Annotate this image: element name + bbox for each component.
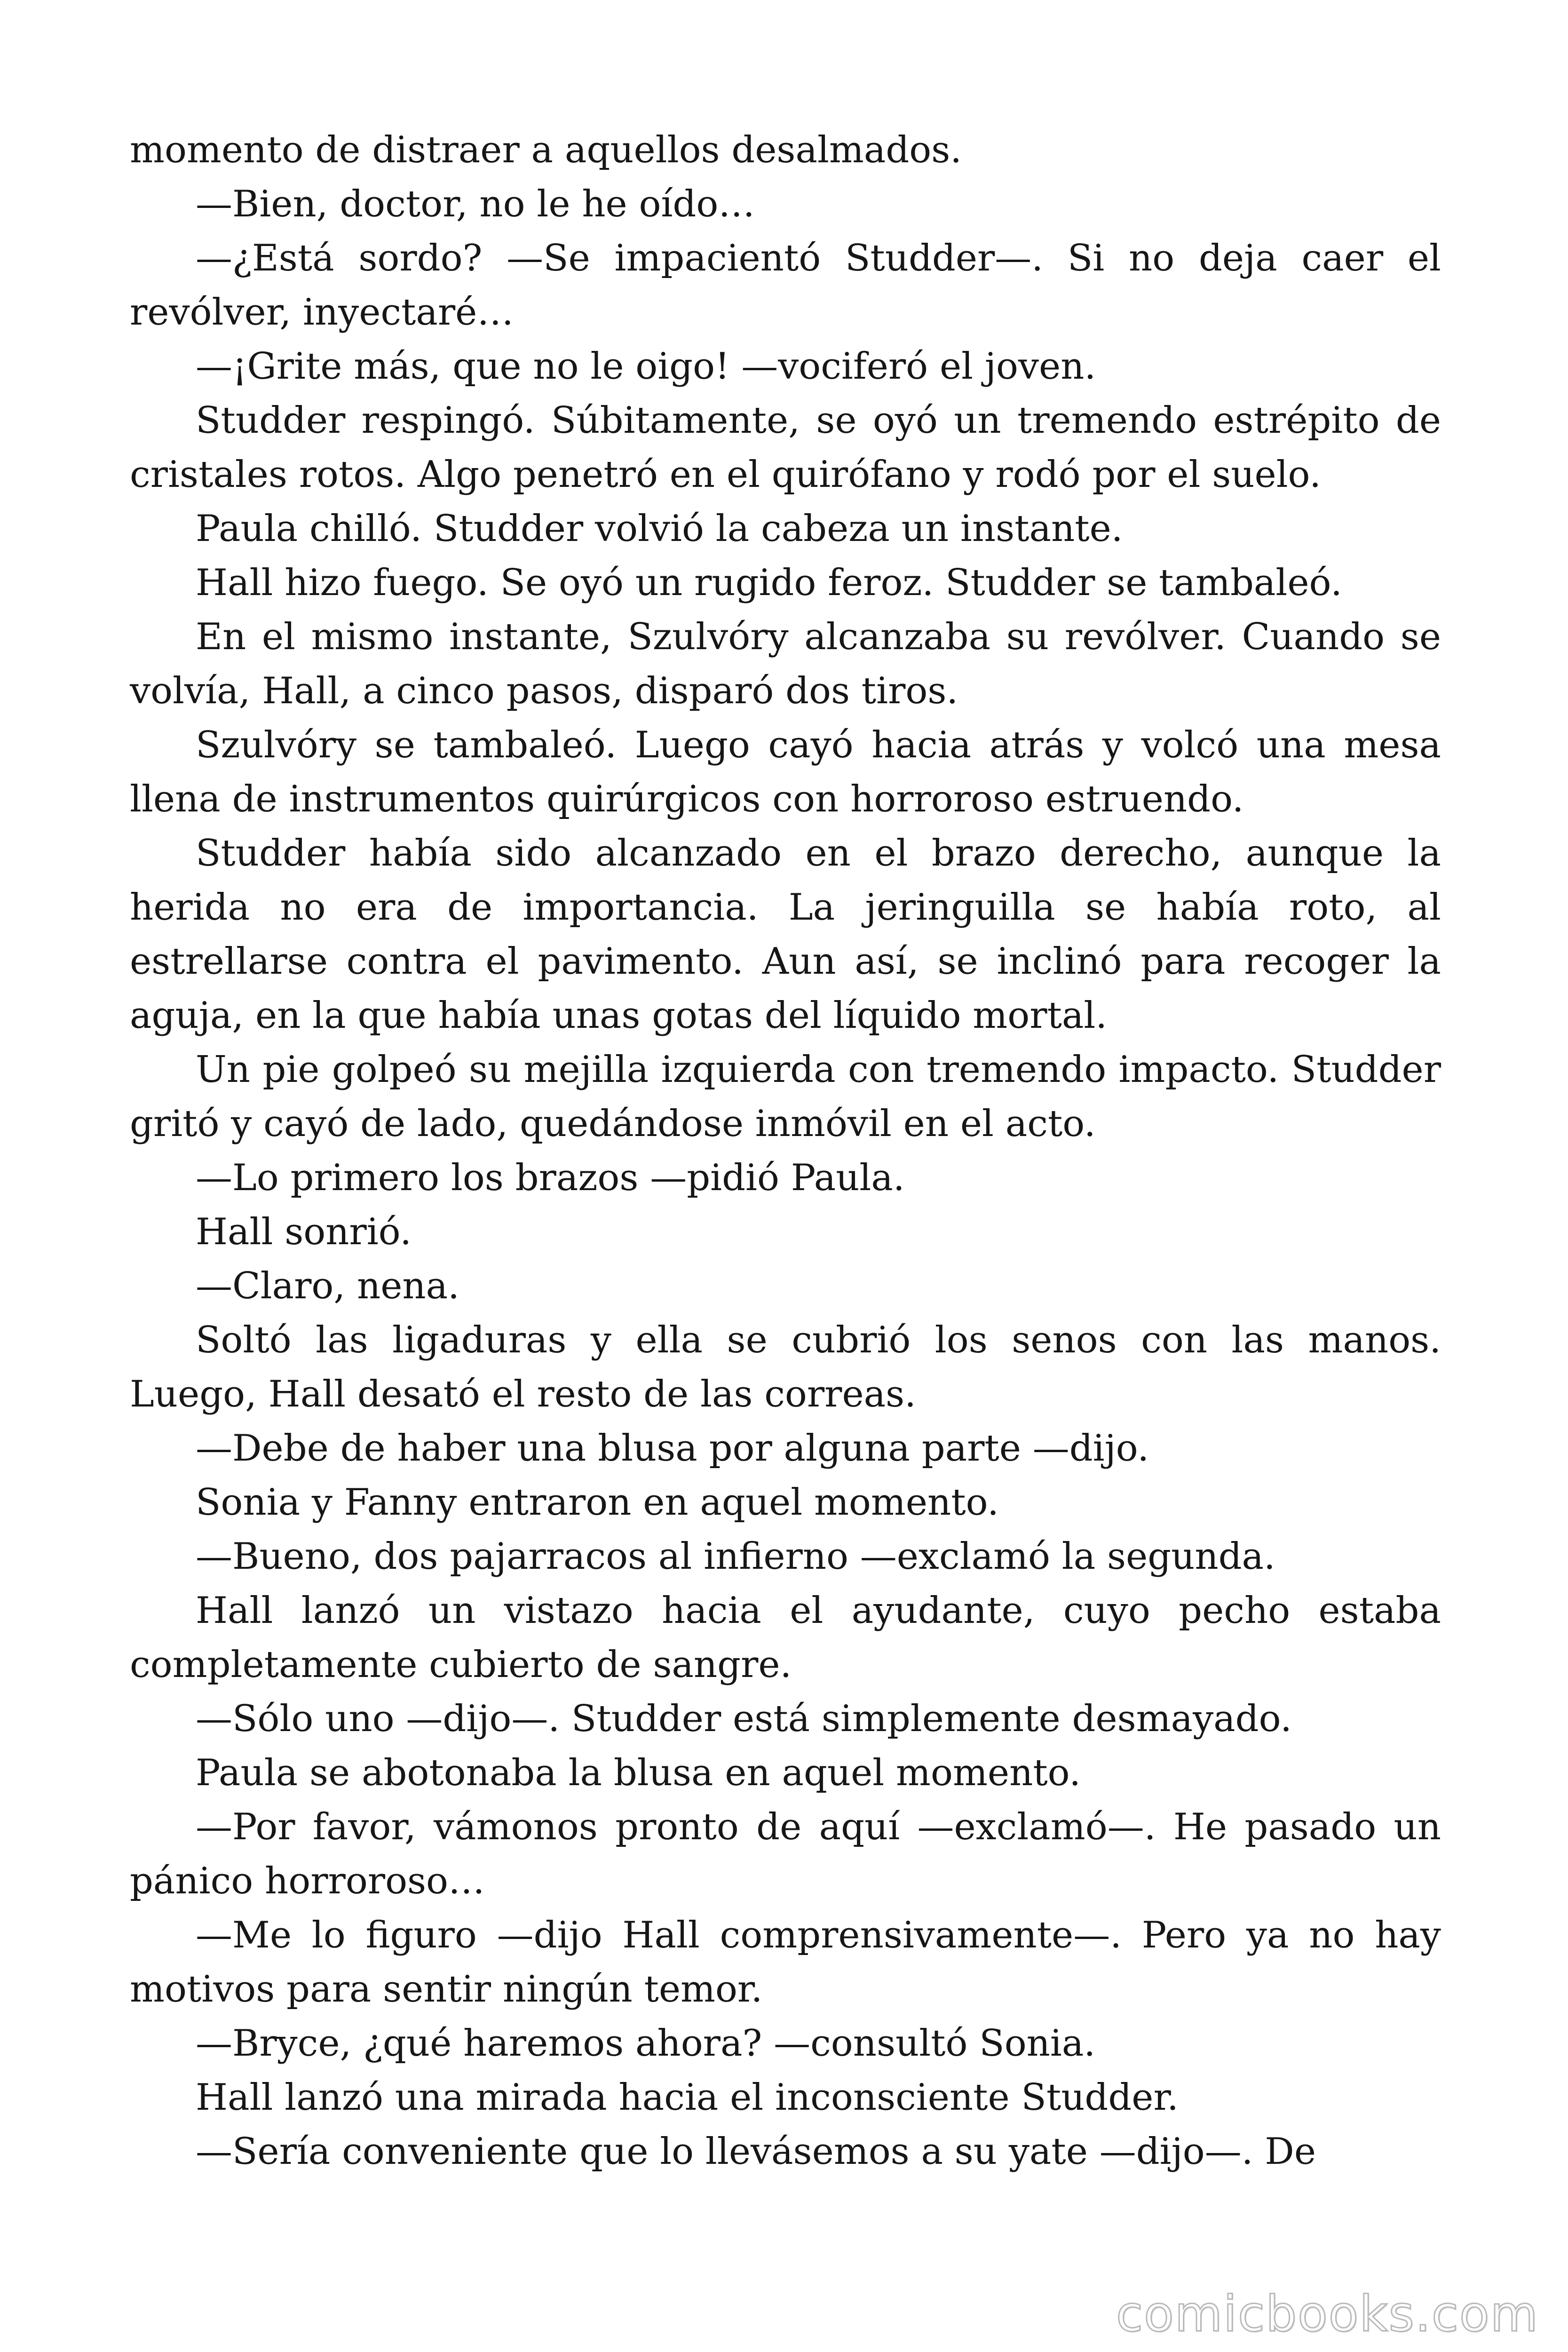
paragraph: momento de distraer a aquellos desalmados.	[130, 129, 962, 171]
paragraph: —Bryce, ¿qué haremos ahora? —consultó Sonia.	[196, 2022, 1096, 2065]
paragraph: Hall sonrió.	[196, 1211, 412, 1253]
paragraph: —Bien, doctor, no le he oído…	[196, 183, 755, 225]
paragraph: Studder había sido alcanzado en el brazo derecho, aunque la herida no era de importancia. La jeringuilla se había roto, al estrellarse contra el pavimento. Aun así, se inclinó para recoger la aguja, en la que había unas gotas del líquido mortal.	[130, 832, 1441, 1037]
paragraph: —Sería conveniente que lo llevásemos a su yate —dijo—. De	[196, 2130, 1316, 2173]
paragraph: —¡Grite más, que no le oigo! —vociferó el joven.	[196, 345, 1096, 388]
paragraph: Soltó las ligaduras y ella se cubrió los senos con las manos. Luego, Hall desató el resto de las correas.	[130, 1319, 1441, 1415]
paragraph: —Claro, nena.	[196, 1265, 459, 1307]
paragraph: —Debe de haber una blusa por alguna parte —dijo.	[196, 1427, 1149, 1470]
paragraph: Hall lanzó un vistazo hacia el ayudante, cuyo pecho estaba completamente cubierto de sangre.	[130, 1589, 1441, 1686]
paragraph: —Sólo uno —dijo—. Studder está simplemente desmayado.	[196, 1698, 1292, 1740]
paragraph: Un pie golpeó su mejilla izquierda con tremendo impacto. Studder gritó y cayó de lado, quedándose inmóvil en el acto.	[130, 1049, 1441, 1145]
paragraph: Studder respingó. Súbitamente, se oyó un tremendo estrépito de cristales rotos. Algo penetró en el quirófano y rodó por el suelo.	[130, 399, 1441, 496]
paragraph: —Por favor, vámonos pronto de aquí —exclamó—. He pasado un pánico horroroso…	[130, 1806, 1441, 1902]
paragraph: En el mismo instante, Szulvóry alcanzaba su revólver. Cuando se volvía, Hall, a cinco pasos, disparó dos tiros.	[130, 616, 1441, 712]
paragraph: Hall lanzó una mirada hacia el inconsciente Studder.	[196, 2076, 1179, 2119]
paragraph: Sonia y Fanny entraron en aquel momento.	[196, 1481, 999, 1524]
paragraph: —Lo primero los brazos —pidió Paula.	[196, 1157, 905, 1199]
paragraph: Szulvóry se tambaleó. Luego cayó hacia atrás y volcó una mesa llena de instrumentos quirúrgicos con horroroso estruendo.	[130, 724, 1441, 820]
body-text	[130, 123, 1441, 2179]
paragraph: Hall hizo fuego. Se oyó un rugido feroz. Studder se tambaleó.	[196, 562, 1342, 604]
paragraph: —Bueno, dos pajarracos al infierno —exclamó la segunda.	[196, 1535, 1275, 1578]
paragraph: —¿Está sordo? —Se impacientó Studder—. Si no deja caer el revólver, inyectaré…	[130, 237, 1441, 334]
watermark: comicbooks.com	[1116, 2285, 1539, 2343]
paragraph: —Me lo figuro —dijo Hall comprensivamente—. Pero ya no hay motivos para sentir ningún temor.	[130, 1914, 1441, 2010]
paragraph: Paula chilló. Studder volvió la cabeza un instante.	[196, 508, 1123, 550]
paragraph: Paula se abotonaba la blusa en aquel momento.	[196, 1752, 1081, 1794]
